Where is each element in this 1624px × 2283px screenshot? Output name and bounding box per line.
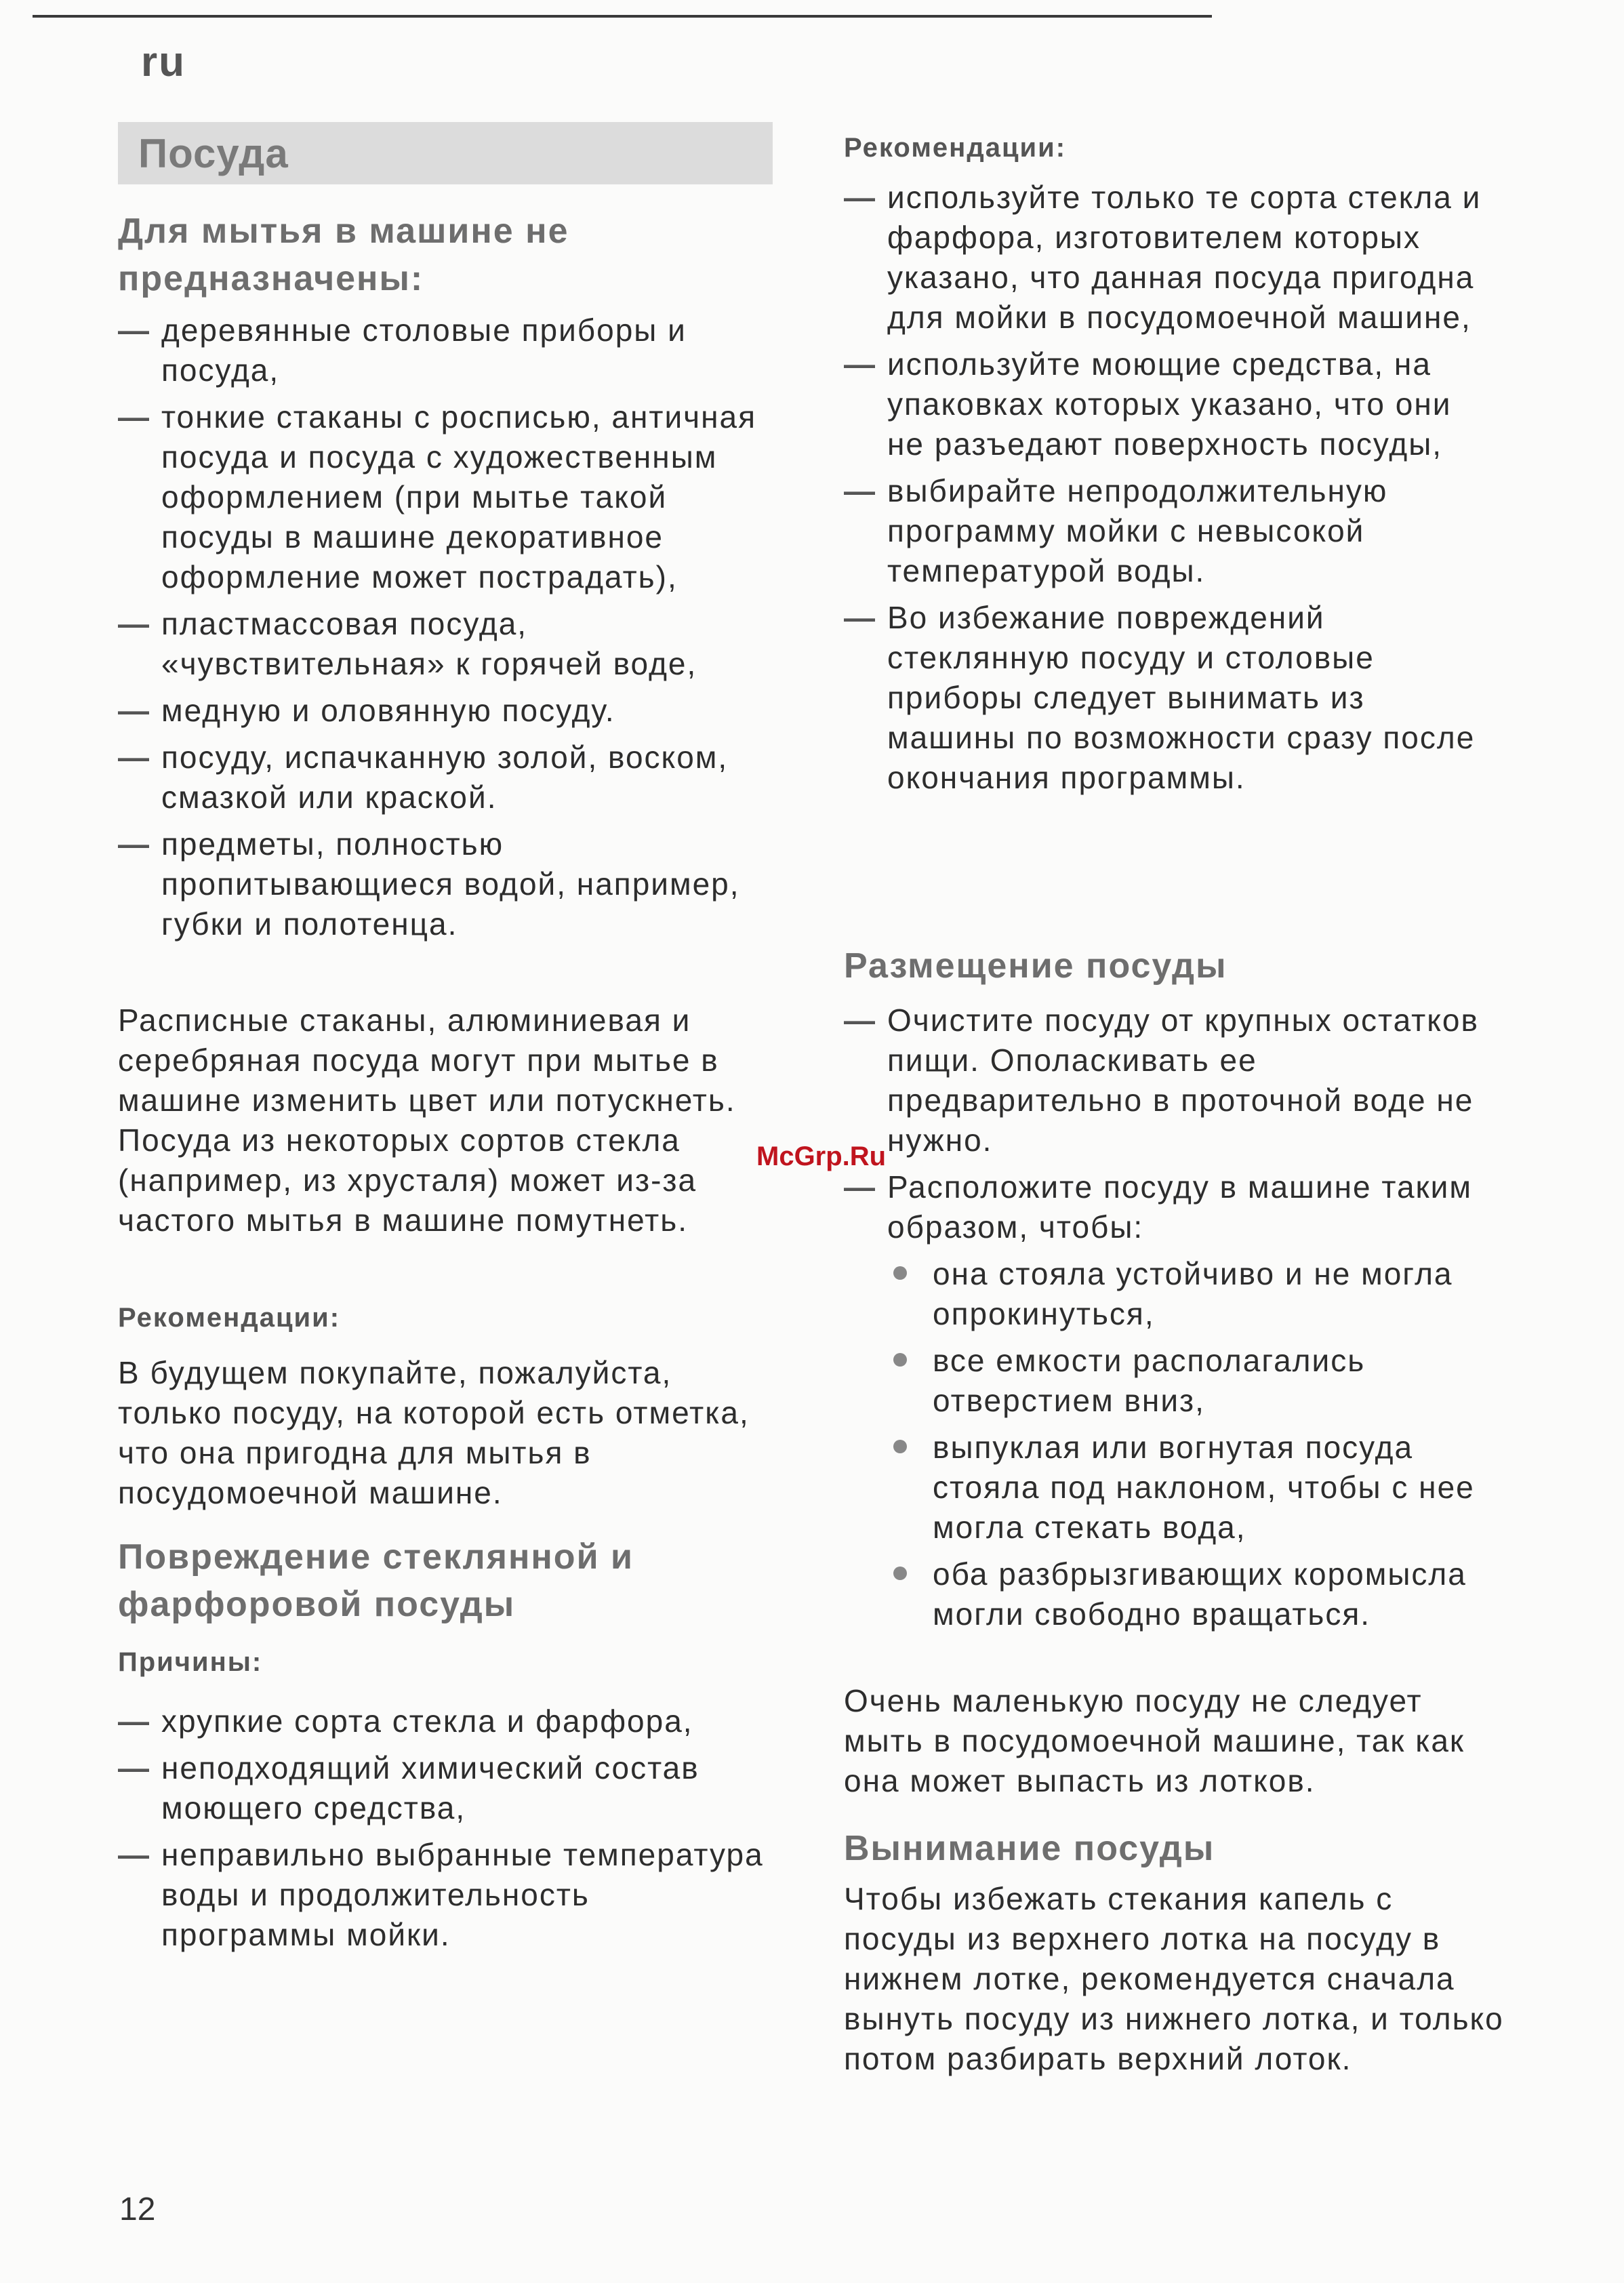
paragraph-small-items: Очень маленькую посуду не следует мыть в посудомоечной машине, так как она может выпасть из лотков. — [844, 1683, 1465, 1798]
list-item: — предметы, полностью пропитывающиеся водой, например, губки и полотенца. — [118, 826, 740, 942]
bullet-icon — [893, 1353, 907, 1367]
list-item: — Во избежание повреждений стеклянную посуду и столовые приборы следует вынимать из машины по возможности сразу после окончания программы. — [844, 600, 1476, 795]
list-item: — выбирайте непродолжительную программу мойки с невысокой температурой воды. — [844, 473, 1388, 588]
bullet-icon — [893, 1567, 907, 1580]
section-title: Посуда — [138, 131, 289, 176]
language-code: ru — [141, 39, 186, 85]
list-item: — неправильно выбранные температура воды и продолжительность программы мойки. — [118, 1837, 764, 1952]
heading-unloading: Вынимание посуды — [844, 1829, 1215, 1868]
paragraph-unloading: Чтобы избежать стекания капель с посуды из верхнего лотка на посуду в нижнем лотке, рекомендуется сначала вынуть посуду из нижнего лотка, и только потом разбирать верхний лоток. — [844, 1881, 1504, 2076]
bullet-icon — [893, 1266, 907, 1280]
list-causes — [118, 1701, 769, 1962]
recommendations-label: Рекомендации: — [118, 1303, 341, 1333]
list-item: — Расположите посуду в машине таким образом, чтобы: — [844, 1169, 1472, 1245]
list-item: — тонкие стаканы с росписью, античная посуда и посуда с художественным оформлением (при мытье такой посуды в машине декоративное оформление может пострадать), — [118, 399, 757, 594]
heading-placement: Размещение посуды — [844, 946, 1227, 986]
bullet-item: оба разбрызгивающих коромысла могли свободно вращаться. — [888, 1554, 1498, 1634]
bullet-item: она стояла устойчиво и не могла опрокинуться, — [888, 1254, 1498, 1334]
section-banner — [118, 122, 773, 184]
list-item: — медную и оловянную посуду. — [118, 693, 615, 728]
list-item: — используйте только те сорта стекла и фарфора, изготовителем которых указано, что данная посуда пригодна для мойки в посудомоечной машине, — [844, 180, 1482, 335]
causes-label: Причины: — [118, 1647, 263, 1677]
list-recommendations — [844, 178, 1495, 805]
list-item: — пластмассовая посуда, «чувствительная» к горячей воде, — [118, 606, 697, 681]
bullet-item: все емкости располагались отверстием вниз, — [888, 1341, 1498, 1421]
top-rule — [33, 15, 1212, 18]
paragraph-buy-advice: В будущем покупайте, пожалуйста, только посуду, на которой есть отметка, что она пригодна для мытья в посудомоечной машине. — [118, 1355, 750, 1510]
bullet-item: выпуклая или вогнутая посуда стояла под наклоном, чтобы с нее могла стекать вода, — [888, 1428, 1498, 1548]
list-item: — хрупкие сорта стекла и фарфора, — [118, 1703, 693, 1739]
list-item: — деревянные столовые приборы и посуда, — [118, 312, 687, 388]
watermark: McGrp.Ru — [756, 1142, 887, 1171]
page-number: 12 — [119, 2191, 156, 2227]
list-item: — неподходящий химический состав моющего средства, — [118, 1750, 699, 1825]
bullet-icon — [893, 1440, 907, 1453]
list-not-suitable — [118, 310, 769, 951]
list-item: — используйте моющие средства, на упаковках которых указано, что они не разъедают поверхность посуды, — [844, 346, 1452, 462]
list-item: — посуду, испачканную золой, воском, смазкой или краской. — [118, 740, 729, 815]
list-placement-conditions — [888, 1254, 1498, 1641]
heading-damage: Повреждение стеклянной и фарфоровой посуды — [118, 1537, 634, 1624]
list-item: — Очистите посуду от крупных остатков пищи. Ополаскивать ее предварительно в проточной воде не нужно. — [844, 1003, 1479, 1158]
list-placement — [844, 1001, 1495, 1254]
heading-not-suitable: Для мытья в машине не предназначены: — [118, 211, 569, 298]
recommendations-label: Рекомендации: — [844, 133, 1067, 163]
paragraph-discoloration: Расписные стаканы, алюминиевая и серебряная посуда могут при мытье в машине изменить цвет или потускнеть. Посуда из некоторых сортов стекла (например, из хрусталя) может из-за частого мытья в машине помутнеть. — [118, 1003, 736, 1238]
